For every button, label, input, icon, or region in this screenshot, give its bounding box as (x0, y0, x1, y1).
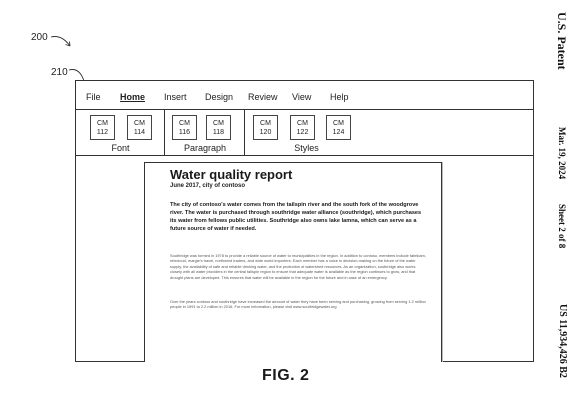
command-ref: 114 (133, 129, 146, 136)
ribbon-group-font (76, 110, 165, 155)
figure-number-arrow (49, 33, 75, 53)
patent-date: Mar. 19, 2024 (557, 127, 567, 180)
figure-number-label: 200 (31, 32, 48, 43)
font-group-label: Font (111, 143, 130, 153)
command-button-114[interactable] (127, 115, 152, 140)
document-body-paragraph: Over the years contoso and southridge have increased the amount of water they have been serving and purchasing, growing from serving 1.2 million people in 1991 to 2.2 million in 2016. For more information, please visit www.southridgewater.org (170, 299, 426, 310)
command-button-122[interactable] (290, 115, 315, 140)
menu-design[interactable]: Design (205, 92, 234, 102)
command-ref: 116 (178, 129, 191, 136)
command-ref: 118 (212, 129, 225, 136)
command-code: CM (97, 120, 108, 127)
paragraph-group-label: Paragraph (183, 143, 227, 153)
styles-group-label: Styles (294, 143, 319, 153)
command-code: CM (179, 120, 190, 127)
document-title: Water quality report (170, 167, 293, 182)
patent-office-label: U.S. Patent (555, 12, 569, 70)
ribbon (76, 109, 533, 156)
command-code: CM (333, 120, 344, 127)
command-code: CM (134, 120, 145, 127)
command-ref: 122 (296, 129, 309, 136)
command-code: CM (297, 120, 308, 127)
menu-home[interactable]: Home (120, 92, 146, 102)
menu-file[interactable]: File (86, 92, 101, 102)
command-ref: 112 (96, 129, 109, 136)
command-button-112[interactable] (90, 115, 115, 140)
window-ref-label: 210 (51, 67, 68, 78)
document-lead-paragraph: The city of contoso's water comes from the tailspin river and the south fork of the woodgrove river. The water is purchased through southridge water alliance (southridge), which purchases its water from fellows public utilities. Southridge also owns lake lamna, which can serve as a future source of water if needed. (170, 202, 422, 232)
command-code: CM (260, 120, 271, 127)
command-code: CM (213, 120, 224, 127)
patent-sheet: Sheet 2 of 8 (557, 204, 567, 249)
command-button-116[interactable] (172, 115, 197, 140)
menu-help[interactable]: Help (330, 92, 349, 102)
document-body-paragraph: Southridge was formed in 1978 to provide a reliable source of water to municipalities in the region. In addition to contoso, members include fabrikam, relecloud, margie's travel, northwind traders, and wide world importers. Each member has a voice in decision-making on the future of the water supply, the availability of safe and reliable drinking water, and the protection of watershed resources. As an organization, southridge also works closely with all water providers in the central tailspin region to ensure that adequate water is available as the region continues to grow, and that drought plans are developed. This ensures that water will be available in the region for the future and in case of an emergency. (170, 253, 426, 280)
menu-view[interactable]: View (292, 92, 312, 102)
command-button-120[interactable] (253, 115, 278, 140)
command-button-118[interactable] (206, 115, 231, 140)
figure-caption: FIG. 2 (262, 367, 310, 384)
command-ref: 124 (332, 129, 345, 136)
menu-review[interactable]: Review (248, 92, 278, 102)
menu-insert[interactable]: Insert (164, 92, 187, 102)
menubar (76, 81, 533, 109)
ribbon-group-paragraph (165, 110, 245, 155)
patent-number: US 11,934,426 B2 (557, 304, 568, 378)
command-button-124[interactable] (326, 115, 351, 140)
command-ref: 120 (259, 129, 272, 136)
document-subtitle: June 2017, city of contoso (170, 183, 246, 189)
document-page[interactable] (144, 162, 442, 362)
ribbon-group-styles (245, 110, 368, 155)
patent-side-header (548, 12, 570, 392)
